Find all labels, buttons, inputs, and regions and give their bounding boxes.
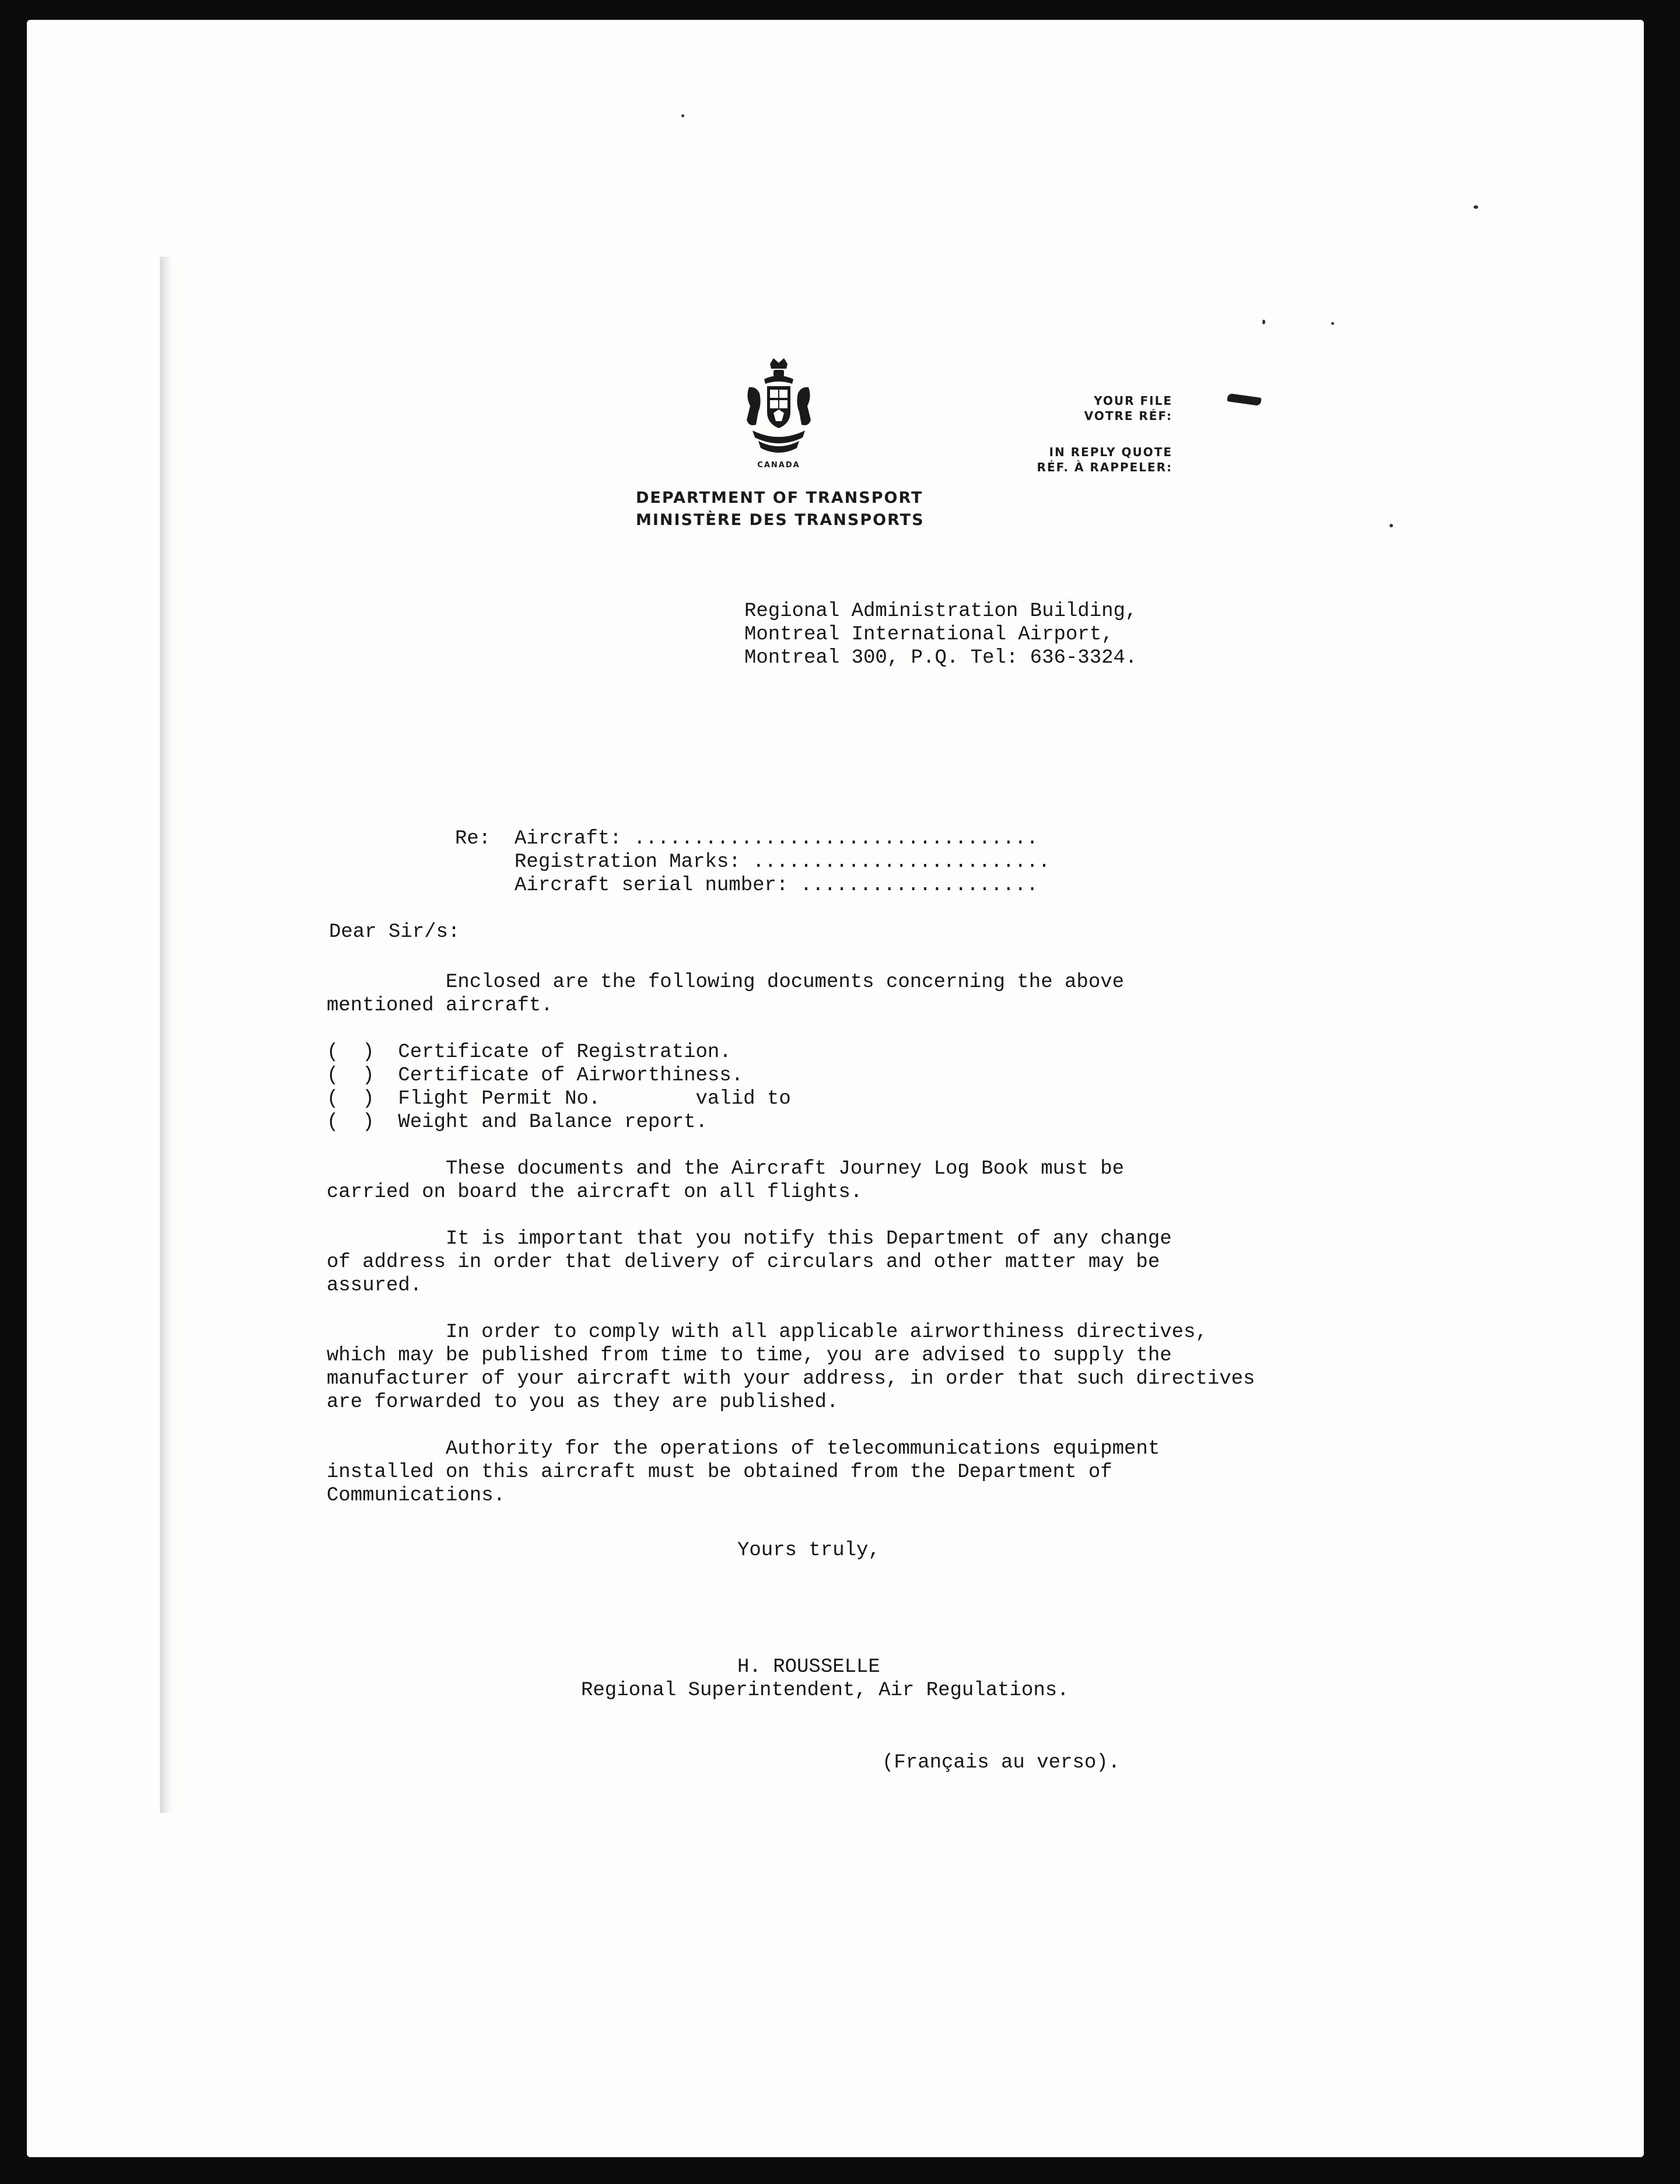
- return-address: [744, 600, 1137, 670]
- body-line: carried on board the aircraft on all flights.: [327, 1181, 863, 1203]
- letter-body: [327, 971, 1255, 1507]
- ink-speck: [681, 114, 684, 117]
- closing: Yours truly,: [737, 1539, 880, 1562]
- body-line: Authority for the operations of telecommunications equipment: [327, 1438, 1160, 1460]
- in-reply-quote-label: IN REPLY QUOTE: [1049, 445, 1172, 459]
- serial-number-field: Aircraft serial number: ....................: [514, 874, 1038, 897]
- body-line: It is important that you notify this Department of any change: [327, 1228, 1172, 1250]
- body-line: Communications.: [327, 1485, 506, 1507]
- body-line: manufacturer of your aircraft with your address, in order that such directives: [327, 1368, 1255, 1390]
- re-label: Re:: [455, 828, 491, 850]
- salutation: Dear Sir/s:: [329, 921, 460, 943]
- ink-speck: [1474, 205, 1478, 209]
- canada-coat-of-arms-icon: [741, 356, 817, 461]
- your-file-label: YOUR FILE: [1094, 394, 1172, 408]
- signatory-title: Regional Superintendent, Air Regulations.: [581, 1679, 1069, 1702]
- body-line: are forwarded to you as they are published.: [327, 1391, 839, 1413]
- ink-speck: [1390, 524, 1393, 527]
- address-line: Montreal 300, P.Q. Tel: 636-3324.: [744, 647, 1138, 669]
- address-line: Montreal International Airport,: [744, 624, 1114, 646]
- body-line: assured.: [327, 1275, 422, 1297]
- body-line: Enclosed are the following documents concerning the above: [327, 971, 1125, 993]
- aircraft-field: Aircraft: ..................................: [514, 828, 1038, 850]
- address-line: Regional Administration Building,: [744, 600, 1138, 622]
- department-name-french: MINISTÈRE DES TRANSPORTS: [636, 511, 925, 529]
- french-version-note: (Français au verso).: [882, 1752, 1121, 1774]
- ink-speck: [1262, 320, 1265, 324]
- body-line: installed on this aircraft must be obtained from the Department of: [327, 1461, 1112, 1483]
- body-line: which may be published from time to time, you are advised to supply the: [327, 1345, 1172, 1367]
- checklist-item: ( ) Certificate of Registration.: [327, 1041, 732, 1063]
- body-line: of address in order that delivery of circulars and other matter may be: [327, 1251, 1160, 1273]
- reference-block: [455, 827, 1050, 897]
- votre-ref-label: VOTRE RÉF:: [1084, 409, 1172, 423]
- checklist-item: ( ) Certificate of Airworthiness.: [327, 1065, 744, 1087]
- scan-shadow-strip: [160, 257, 173, 1813]
- ref-a-rappeler-label: RÉF. À RAPPELER:: [1037, 460, 1172, 474]
- checklist-item: ( ) Flight Permit No. valid to: [327, 1088, 791, 1110]
- reference-aircraft-line: [455, 827, 1050, 850]
- registration-marks-field: Registration Marks: .........................: [514, 851, 1051, 873]
- country-label: CANADA: [757, 461, 800, 470]
- body-line: mentioned aircraft.: [327, 995, 553, 1017]
- reference-registration-line: [455, 850, 1050, 874]
- checklist-item: ( ) Weight and Balance report.: [327, 1111, 708, 1133]
- body-line: In order to comply with all applicable airworthiness directives,: [327, 1321, 1208, 1343]
- ink-speck: [1331, 322, 1334, 325]
- department-name-english: DEPARTMENT OF TRANSPORT: [636, 489, 923, 507]
- signatory-name: H. ROUSSELLE: [737, 1656, 880, 1678]
- reference-serial-line: [455, 874, 1050, 897]
- body-line: These documents and the Aircraft Journey Log Book must be: [327, 1158, 1125, 1180]
